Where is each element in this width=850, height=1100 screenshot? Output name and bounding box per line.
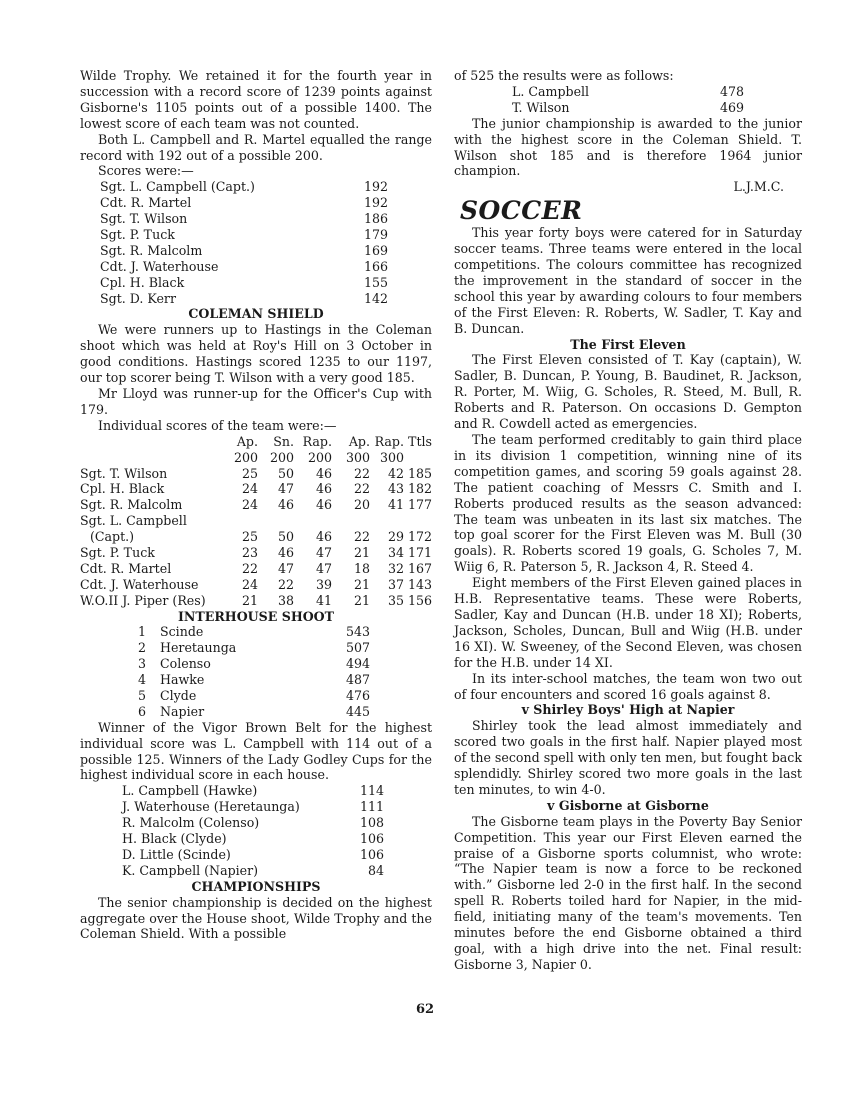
godley-name: J. Waterhouse (Heretaunga): [122, 799, 300, 815]
shooter-score: 155: [363, 274, 388, 290]
shooter-name: Sgt. L. Campbell (Capt.): [100, 179, 255, 195]
table-row: [80, 481, 432, 497]
vigor-paragraph: Winner of the Vigor Brown Belt for the highest individual score was L. Campbell with 114 out of a possible 125. Winners of the Lady Godley Cups for the highest individual score in each house.: [80, 719, 432, 783]
table-row-name: Sgt. R. Malcolm: [80, 497, 183, 513]
house-score: 487: [345, 672, 370, 688]
table-cell: 24: [241, 481, 258, 497]
shooter-score: 179: [363, 227, 388, 243]
godley-score: 106: [359, 831, 384, 847]
coleman-paragraph: We were runners up to Hastings in the Coleman shoot which was held at Roy's Hill on 3 October in good conditions. Hastings scored 1235 to our 1197, our top scorer being T. Wilson with a very good 185.: [80, 322, 432, 386]
house-name: Colenso: [160, 656, 211, 672]
table-cell: 185: [407, 465, 432, 481]
results-row: [454, 84, 802, 100]
table-cell: 22: [353, 481, 370, 497]
house-rank: 1: [138, 624, 147, 640]
table-row: [80, 513, 432, 529]
table-cell: 46: [315, 529, 332, 545]
table-cell: 43: [387, 481, 404, 497]
table-cell: 47: [315, 544, 332, 560]
godley-row: [80, 783, 432, 799]
godley-score: 114: [359, 783, 384, 799]
individual-intro: Individual scores of the team were:—: [98, 417, 337, 433]
shooter-score: 169: [363, 242, 388, 258]
table-cell: 50: [277, 465, 294, 481]
godley-row: [80, 847, 432, 863]
column-subheader: 200: [233, 449, 258, 465]
score-row: [80, 195, 432, 211]
table-row-name: Cpl. H. Black: [80, 481, 165, 497]
score-row: [80, 227, 432, 243]
shooter-name: Sgt. D. Kerr: [100, 290, 176, 306]
table-cell: 22: [241, 560, 258, 576]
table-cell: 24: [241, 497, 258, 513]
shirley-paragraph: Shirley took the lead almost immediately and scored two goals in the first half. Napier played most of the second spell with only ten men, but fought back splendidly. Shirley scored two more goals in the last ten minutes, to win 4-0.: [454, 718, 802, 797]
junior-paragraph: The junior championship is awarded to the junior with the highest score in the Coleman Shield. T. Wilson shot 185 and is therefore 1964 junior champion.: [454, 115, 802, 179]
table-cell: 25: [241, 465, 258, 481]
house-rank: 6: [138, 703, 147, 719]
first-eleven-team-paragraph: The First Eleven consisted of T. Kay (captain), W. Sadler, B. Duncan, P. Young, B. Baudinet, R. Jackson, R. Porter, M. Wiig, G. Scholes, R. Steed, M. Bull, R. Roberts and R. Paterson. On occasions D. Gempton and R. Cowdell acted as emergencies.: [454, 352, 802, 432]
soccer-heading: SOCCER: [460, 196, 583, 226]
table-row-name: Sgt. T. Wilson: [80, 465, 168, 481]
table-cell: 38: [277, 592, 294, 608]
table-row: [80, 545, 432, 561]
shooter-score: 186: [363, 211, 388, 227]
house-score: 507: [345, 640, 370, 656]
table-cell: 156: [407, 592, 432, 608]
house-name: Napier: [160, 703, 205, 719]
interhouse-row: [80, 656, 432, 672]
house-rank: 3: [138, 656, 147, 672]
first-eleven-heading: The First Eleven: [570, 336, 686, 352]
table-cell: 37: [387, 576, 404, 592]
interhouse-heading: INTERHOUSE SHOOT: [177, 608, 335, 624]
table-row-name: (Capt.): [90, 529, 135, 545]
table-cell: 23: [241, 544, 258, 560]
table-cell: 41: [315, 592, 332, 608]
house-score: 494: [345, 656, 370, 672]
godley-name: D. Little (Scinde): [122, 846, 231, 862]
table-cell: 46: [315, 481, 332, 497]
table-row-name: Cdt. R. Martel: [80, 560, 172, 576]
table-row: [80, 593, 432, 609]
godley-list: [80, 783, 432, 878]
godley-name: K. Campbell (Napier): [122, 862, 259, 878]
table-cell: 18: [353, 560, 370, 576]
godley-score: 111: [359, 799, 384, 815]
results-list: [454, 84, 802, 116]
table-cell: 35: [387, 592, 404, 608]
godley-row: [80, 815, 432, 831]
table-row-name: Sgt. P. Tuck: [80, 544, 155, 560]
table-cell: 21: [353, 576, 370, 592]
table-cell: 50: [277, 529, 294, 545]
table-cell: 22: [353, 529, 370, 545]
table-cell: 20: [353, 497, 370, 513]
wilde-paragraph: Wilde Trophy. We retained it for the fourth year in succession with a record score of 1239 points against Gisborne's 1105 points out of a possible 1400. The lowest score of each team was not counted.: [80, 68, 432, 131]
table-cell: 47: [277, 560, 294, 576]
column-header: Ap.: [236, 433, 258, 449]
table-row-name: W.O.II J. Piper (Res): [80, 592, 206, 608]
table-row: [80, 466, 432, 482]
table-cell: 21: [241, 592, 258, 608]
coleman-heading: COLEMAN SHIELD: [188, 306, 324, 322]
table-cell: 171: [407, 544, 432, 560]
gisborne-heading: v Gisborne at Gisborne: [547, 797, 709, 813]
table-row: [80, 497, 432, 513]
shooter-name: Cpl. H. Black: [100, 274, 185, 290]
right-column: [454, 68, 802, 973]
column-subheader: 200: [269, 449, 294, 465]
shooter-name: Sgt. R. Malcolm: [100, 242, 203, 258]
table-cell: 21: [353, 592, 370, 608]
first-eleven-season-paragraph: The team performed creditably to gain third place in its division 1 competition, winning nine of its competition games, and scoring 59 goals against 28. The patient coaching of Messrs C. Smith and I. Roberts produced results as the season advanced: The team was unbeaten in its last six matches. The top goal scorer for the First Eleven was M. Bull (30 goals). R. Roberts scored 19 goals, G. Scholes 7, M. Wiig 6, R. Paterson 5, R. Jackson 4, R. Steed 4.: [454, 432, 802, 575]
interhouse-list: [80, 624, 432, 719]
column-header: Rap.: [302, 433, 332, 449]
score-row: [80, 211, 432, 227]
column-subheader: 300: [345, 449, 370, 465]
results-intro: of 525 the results were as follows:: [454, 68, 674, 83]
score-row: [80, 259, 432, 275]
table-cell: 22: [353, 465, 370, 481]
table-cell: 182: [407, 481, 432, 497]
godley-name: L. Campbell (Hawke): [122, 783, 258, 799]
column-header: Rap.: [374, 433, 404, 449]
interhouse-row: [80, 688, 432, 704]
table-row: [80, 529, 432, 545]
column-header: Ttls: [408, 433, 432, 449]
house-rank: 4: [138, 672, 147, 688]
table-cell: 177: [407, 497, 432, 513]
table-cell: 39: [315, 576, 332, 592]
table-cell: 41: [387, 497, 404, 513]
score-row: [80, 179, 432, 195]
score-row: [80, 275, 432, 291]
table-cell: 46: [315, 497, 332, 513]
godley-row: [80, 863, 432, 879]
house-rank: 2: [138, 640, 147, 656]
column-subheader: 300: [379, 449, 404, 465]
table-cell: 46: [277, 544, 294, 560]
house-score: 543: [345, 624, 370, 640]
championships-paragraph: The senior championship is decided on the highest aggregate over the House shoot, Wilde Trophy and the Coleman Shield. With a possible: [80, 894, 432, 942]
shooter-score: 142: [363, 290, 388, 306]
table-cell: 29: [387, 529, 404, 545]
shooter-score: 192: [363, 195, 388, 211]
officers-cup-paragraph: Mr Lloyd was runner-up for the Officer's Cup with 179.: [80, 386, 432, 417]
interhouse-row: [80, 672, 432, 688]
champion-name: L. Campbell: [512, 83, 590, 99]
table-cell: 172: [407, 529, 432, 545]
representatives-paragraph: Eight members of the First Eleven gained places in H.B. Representative teams. These were Roberts, Sadler, Kay and Duncan (H.B. under 18 XI); Roberts, Jackson, Scholes, Duncan, Bull and Wiig (H.B. under 16 XI). W. Sweeney, of the Second Eleven, was chosen for the H.B. under 14 XI.: [454, 575, 802, 670]
godley-score: 84: [367, 862, 384, 878]
scores-list: [80, 179, 432, 306]
table-cell: 22: [277, 576, 294, 592]
column-subheader: 200: [307, 449, 332, 465]
shooter-name: Sgt. P. Tuck: [100, 227, 175, 243]
godley-name: R. Malcolm (Colenso): [122, 815, 260, 831]
godley-score: 108: [359, 815, 384, 831]
interhouse-row: [80, 704, 432, 720]
author-signature: L.J.M.C.: [733, 179, 784, 195]
score-row: [80, 291, 432, 307]
results-row: [454, 100, 802, 116]
championships-heading: CHAMPIONSHIPS: [191, 878, 321, 894]
godley-row: [80, 799, 432, 815]
house-name: Clyde: [160, 687, 197, 703]
inter-school-paragraph: In its inter-school matches, the team won two out of four encounters and scored 16 goals against 8.: [454, 670, 802, 702]
table-cell: 24: [241, 576, 258, 592]
champion-score: 469: [719, 99, 744, 115]
shooter-score: 192: [363, 179, 388, 195]
gisborne-paragraph: The Gisborne team plays in the Poverty Bay Senior Competition. This year our First Eleven earned the praise of a Gisborne sports columnist, who wrote: “The Napier team is now a force to be reckoned with.” Gisborne led 2-0 in the first half. In the second spell R. Roberts toiled hard for Napier, in the mid-field, initiating many of the team's movements. Ten minutes before the end Gisborne obtained a third goal, with a high drive into the net. Final result: Gisborne 3, Napier 0.: [454, 813, 802, 972]
shooter-name: Sgt. T. Wilson: [100, 211, 188, 227]
table-cell: 21: [353, 544, 370, 560]
shirley-heading: v Shirley Boys' High at Napier: [521, 702, 735, 718]
soccer-intro-paragraph: This year forty boys were catered for in Saturday soccer teams. Three teams were entered in the local competitions. The colours committee has recognized the improvement in the standard of soccer in the school this year by awarding colours to four members of the First Eleven: R. Roberts, W. Sadler, T. Kay and B. Duncan.: [454, 225, 802, 336]
interhouse-row: [80, 624, 432, 640]
left-column: [80, 68, 432, 942]
score-row: [80, 243, 432, 259]
scores-intro: Scores were:—: [98, 163, 194, 179]
house-name: Hawke: [160, 672, 205, 688]
individual-score-table: [80, 434, 432, 609]
column-header: Ap.: [348, 433, 370, 449]
table-row-name: Cdt. J. Waterhouse: [80, 576, 199, 592]
table-cell: 167: [407, 560, 432, 576]
table-cell: 25: [241, 529, 258, 545]
godley-row: [80, 831, 432, 847]
page-number: 62: [415, 1002, 435, 1017]
shooter-score: 166: [363, 258, 388, 274]
table-cell: 46: [277, 497, 294, 513]
table-cell: 46: [315, 465, 332, 481]
table-cell: 47: [277, 481, 294, 497]
table-cell: 42: [387, 465, 404, 481]
house-rank: 5: [138, 687, 147, 703]
godley-name: H. Black (Clyde): [122, 831, 227, 847]
godley-score: 106: [359, 846, 384, 862]
champion-score: 478: [719, 83, 744, 99]
house-score: 476: [345, 687, 370, 703]
table-cell: 47: [315, 560, 332, 576]
shooter-name: Cdt. R. Martel: [100, 195, 192, 211]
table-cell: 32: [387, 560, 404, 576]
table-row: [80, 577, 432, 593]
table-cell: 143: [407, 576, 432, 592]
shooter-name: Cdt. J. Waterhouse: [100, 258, 219, 274]
range-record-paragraph: Both L. Campbell and R. Martel equalled the range record with 192 out of a possible 200.: [80, 131, 432, 163]
table-cell: 34: [387, 544, 404, 560]
house-name: Scinde: [160, 624, 204, 640]
interhouse-row: [80, 640, 432, 656]
house-name: Heretaunga: [160, 640, 237, 656]
table-row: [80, 561, 432, 577]
table-header-row: [80, 434, 432, 450]
house-score: 445: [345, 703, 370, 719]
champion-name: T. Wilson: [512, 99, 570, 115]
column-header: Sn.: [273, 433, 294, 449]
table-row-name: Sgt. L. Campbell: [80, 513, 187, 529]
table-subheader-row: [80, 450, 432, 466]
